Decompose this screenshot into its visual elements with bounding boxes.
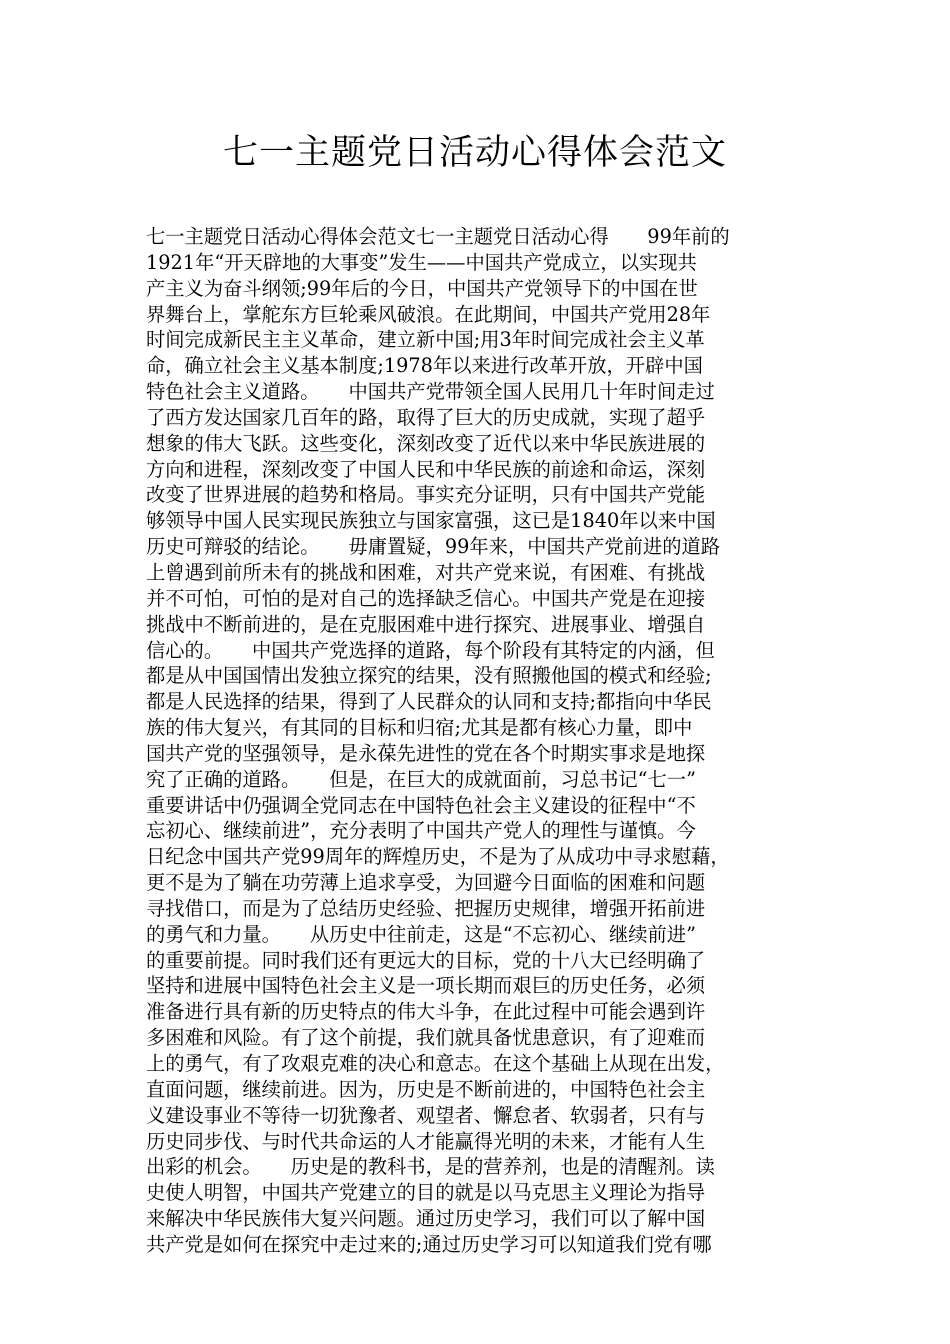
body-line: 七一主题党日活动心得体会范文七一主题党日活动心得 99年前的 — [146, 225, 730, 248]
body-line: 族的伟大复兴，有其同的目标和归宿;尤其是都有核心力量，即中 — [146, 716, 693, 740]
body-line: 1921年“开天辟地的大事变”发生——中国共产党成立，以实现共 — [146, 250, 697, 274]
body-line: 坚持和进展中国特色社会主义是一项长期而艰巨的历史任务，必须 — [146, 974, 706, 998]
body-line: 准备进行具有新的历史特点的伟大斗争，在此过程中可能会遇到许 — [146, 1000, 706, 1024]
body-line: 究了正确的道路。 但是，在巨大的成就面前，习总书记“七一” — [146, 767, 696, 791]
body-line: 直面问题，继续前进。因为，历史是不断前进的，中国特色社会主 — [146, 1077, 706, 1101]
body-line: 都是人民选择的结果，得到了人民群众的认同和支持;都指向中华民 — [146, 690, 712, 714]
body-line: 时间完成新民主主义革命，建立新中国;用3年时间完成社会主义革 — [146, 328, 705, 352]
body-line: 共产党是如何在探究中走过来的;通过历史学习可以知道我们党有哪 — [146, 1232, 712, 1256]
body-line: 挑战中不断前进的，是在克服困难中进行探究、进展事业、增强自 — [146, 612, 706, 636]
body-line: 上的勇气，有了攻艰克难的决心和意志。在这个基础上从现在出发， — [146, 1052, 725, 1075]
document-body — [146, 224, 811, 1258]
body-line: 并不可怕，可怕的是对自己的选择缺乏信心。中国共产党是在迎接 — [146, 586, 706, 610]
body-line: 国共产党的坚强领导，是永葆先进性的党在各个时期实事求是地探 — [146, 741, 706, 765]
body-line: 的勇气和力量。 从历史中往前走，这是“不忘初心、继续前进” — [146, 922, 696, 946]
body-line: 够领导中国人民实现民族独立与国家富强，这已是1840年以来中国 — [146, 509, 716, 533]
body-line: 更不是为了躺在功劳薄上追求享受，为回避今日面临的困难和问题 — [146, 871, 706, 895]
body-line: 来解决中华民族伟大复兴问题。通过历史学习，我们可以了解中国 — [146, 1207, 706, 1231]
body-line: 方向和进程，深刻改变了中国人民和中华民族的前途和命运，深刻 — [146, 457, 706, 481]
body-line: 的重要前提。同时我们还有更远大的目标，党的十八大已经明确了 — [146, 948, 706, 972]
body-line: 信心的。 中国共产党选择的道路，每个阶段有其特定的内涵，但 — [146, 638, 715, 662]
body-line: 界舞台上，掌舵东方巨轮乘风破浪。在此期间，中国共产党用28年 — [146, 302, 711, 326]
body-line: 改变了世界进展的趋势和格局。事实充分证明，只有中国共产党能 — [146, 483, 706, 507]
body-line: 历史同步伐、与时代共命运的人才能赢得光明的未来，才能有人生 — [146, 1129, 706, 1153]
body-line: 史使人明智，中国共产党建立的目的就是以马克思主义理论为指导 — [146, 1181, 706, 1205]
body-line: 寻找借口，而是为了总结历史经验、把握历史规律，增强开拓前进 — [146, 896, 706, 920]
body-line: 上曾遇到前所未有的挑战和困难，对共产党来说，有困难、有挑战 — [146, 560, 706, 584]
body-line: 义建设事业不等待一切犹豫者、观望者、懈怠者、软弱者，只有与 — [146, 1103, 706, 1127]
body-line: 都是从中国国情出发独立探究的结果，没有照搬他国的模式和经验; — [146, 664, 712, 688]
document-title: 七一主题党日活动心得体会范文 — [222, 133, 727, 173]
body-line: 了西方发达国家几百年的路，取得了巨大的历史成就，实现了超乎 — [146, 405, 706, 429]
body-line: 多困难和风险。有了这个前提，我们就具备忧患意识，有了迎难而 — [146, 1026, 706, 1050]
body-line: 特色社会主义道路。 中国共产党带领全国人民用几十年时间走过 — [146, 380, 715, 404]
body-line: 日纪念中国共产党99周年的辉煌历史，不是为了从成功中寻求慰藉， — [146, 845, 730, 869]
body-line: 历史可辩驳的结论。 毋庸置疑，99年来，中国共产党前进的道路 — [146, 535, 721, 559]
body-line: 命，确立社会主义基本制度;1978年以来进行改革开放，开辟中国 — [146, 354, 703, 378]
body-line: 出彩的机会。 历史是的教科书，是的营养剂，也是的清醒剂。读 — [146, 1155, 715, 1179]
body-line: 想象的伟大飞跃。这些变化，深刻改变了近代以来中华民族进展的 — [146, 431, 706, 455]
body-line: 产主义为奋斗纲领;99年后的今日，中国共产党领导下的中国在世 — [146, 276, 698, 300]
body-line: 重要讲话中仍强调全党同志在中国特色社会主义建设的征程中“不 — [146, 793, 696, 817]
body-line: 忘初心、继续前进”，充分表明了中国共产党人的理性与谨慎。今 — [146, 819, 696, 843]
